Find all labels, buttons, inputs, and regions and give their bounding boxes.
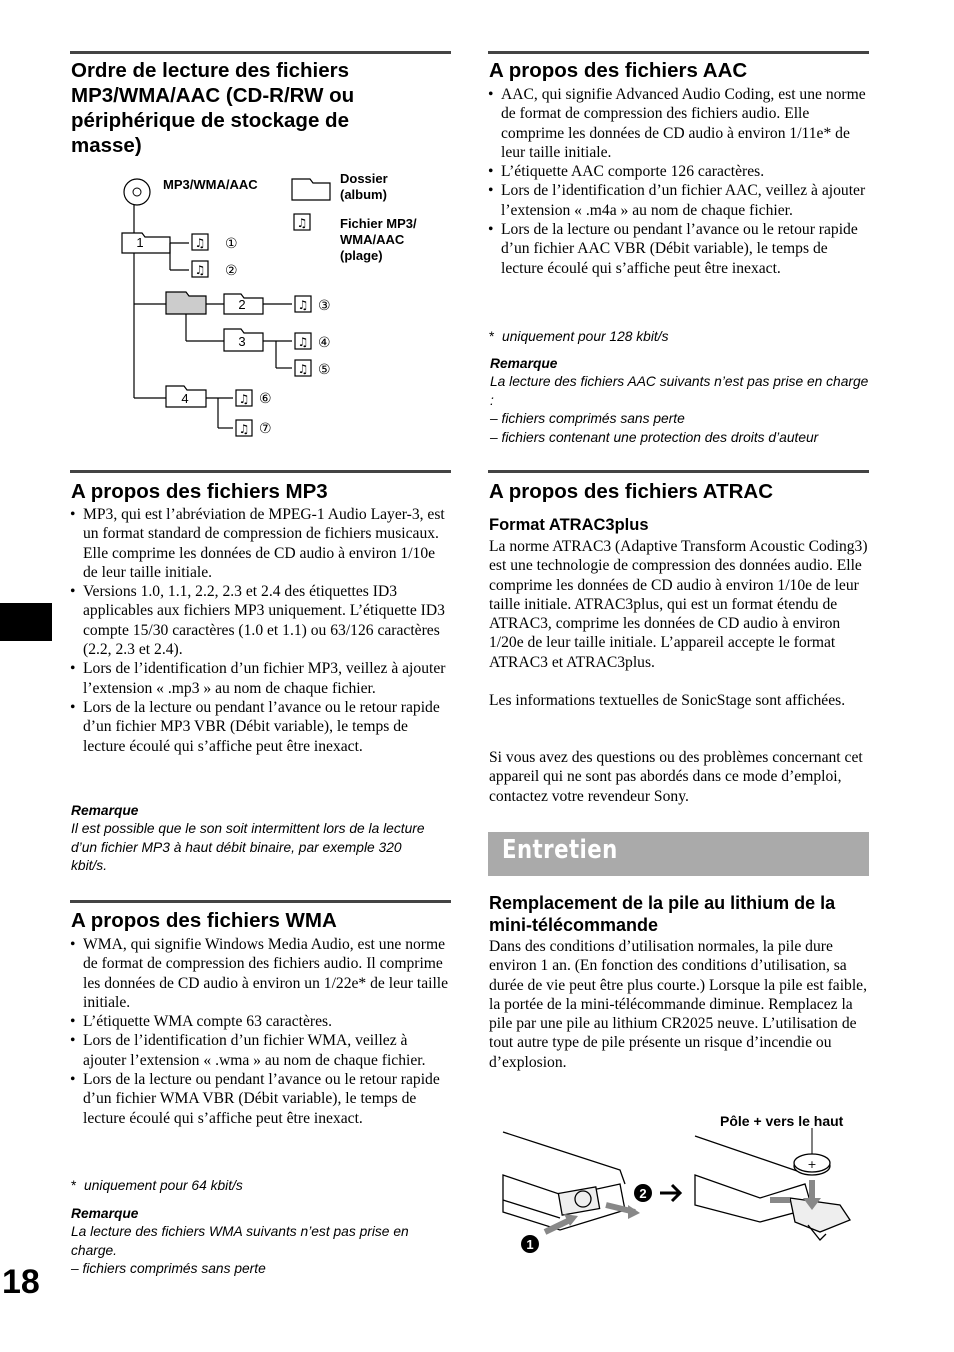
note-line: – fichiers contenant une protection des droits d’auteur <box>490 429 819 445</box>
file-legend-icon <box>294 214 310 230</box>
track-marker-3: ③ <box>318 298 331 314</box>
folder-label-1: 1 <box>136 235 144 250</box>
list-item: • Lors de l’identification d’un fichier MP3, veillez à ajouter l’extension « .mp3 » au nom de chaque fichier. <box>70 659 450 698</box>
track-marker-7: ⑦ <box>259 421 272 437</box>
track-marker-6: ⑥ <box>259 391 272 407</box>
mp3-title: A propos des fichiers MP3 <box>71 480 328 503</box>
battery-title: Remplacement de la pile au lithium de la mini-télécommande <box>489 893 836 935</box>
footnote-text: uniquement pour 128 kbit/s <box>502 329 669 344</box>
aac-title: A propos des fichiers AAC <box>489 59 748 82</box>
track-marker-1: ① <box>225 236 238 252</box>
track-marker-4: ④ <box>318 335 331 351</box>
aac-note <box>490 355 870 447</box>
section-rule <box>488 470 869 473</box>
note-line: La lecture des fichiers AAC suivants n’est pas prise en charge : <box>490 374 869 408</box>
wma-bullet-list <box>70 935 450 1128</box>
note-title: Remarque <box>490 356 558 371</box>
wma-footnote <box>71 1177 243 1195</box>
note-text: Il est possible que le son soit intermittent lors de la lecture d’un fichier MP3 à haut débit binaire, par exemple 320 kbit/s. <box>71 821 425 874</box>
note-line: – fichiers comprimés sans perte <box>490 411 685 427</box>
battery-paragraph: Dans des conditions d’utilisation normales, la pile dure environ 1 an. (En fonction des conditions d’utilisation, sa durée de vie peut être plus courte.) Lorsque la pile est faible, la portée de la mini-télécommande diminue. Remplacez la pile par une pile au lithium CR2025 neuve. L’utilisation de tout autre type de pile présente un risque d’incendie ou d’explosion. <box>489 938 867 1071</box>
note-line: – fichiers comprimés sans perte <box>71 1261 266 1277</box>
section-rule <box>488 51 869 54</box>
folder-label-3: 3 <box>238 334 246 349</box>
list-item: • WMA, qui signifie Windows Media Audio, est une norme de format de compression des fichiers audio. Il comprime les données de CD audio à environ un 1/22e* de leur taille initiale. <box>70 935 450 1012</box>
list-item: • L’étiquette AAC comporte 126 caractères. <box>488 162 868 181</box>
list-item: • MP3, qui est l’abréviation de MPEG-1 Audio Layer-3, est un format standard de compression de fichiers musicaux. Elle comprime les données de CD audio à environ 1/10e de leur taille initiale. <box>70 505 450 582</box>
wma-title: A propos des fichiers WMA <box>71 909 337 932</box>
footnote-mark: * <box>71 1178 77 1193</box>
list-item: • Lors de la lecture ou pendant l’avance ou le retour rapide d’un fichier MP3 VBR (Débit variable), le temps de lecture écoulé qui s’affiche peut être inexact. <box>70 698 450 756</box>
page-number: 18 <box>2 1263 40 1301</box>
section-rule <box>70 470 451 473</box>
order-title: Ordre de lecture des fichiers MP3/WMA/AAC (CD-R/RW ou périphérique de stockage de masse) <box>71 59 355 157</box>
folder-label-4: 4 <box>181 391 189 406</box>
folder-tree-diagram: ♫ 1 ① ② 2 ③ 3 ④ ⑤ 4 ⑥ ⑦ <box>2 2 331 437</box>
chapter-title: Entretien <box>502 835 618 865</box>
legend-file-label: Fichier MP3/ WMA/AAC (plage) <box>340 216 417 263</box>
track-marker-5: ⑤ <box>318 362 331 378</box>
note-line: La lecture des fichiers WMA suivants n’est pas prise en charge. <box>71 1224 409 1258</box>
remote-control-icon <box>695 1136 850 1240</box>
aac-bullet-list <box>488 85 868 278</box>
disc-icon <box>124 179 150 205</box>
list-item: • Lors de l’identification d’un fichier AAC, veillez à ajouter l’extension « .m4a » au nom de chaque fichier. <box>488 181 868 220</box>
remote-control-icon <box>503 1132 625 1230</box>
right-arrow-icon <box>660 1185 680 1201</box>
note-title: Remarque <box>71 803 139 818</box>
footnote-text: uniquement pour 64 kbit/s <box>84 1178 243 1193</box>
atrac-paragraph: La norme ATRAC3 (Adaptive Transform Acoustic Coding3) est une technologie de compression des données audio. Elle comprime les données de CD audio à environ 1/10e de leur taille initiale. ATRAC3plus, qui est un format étendu de ATRAC3, comprime les données de CD audio à environ 1/20e de leur taille initiale. L’appareil accepte le format ATRAC3 et ATRAC3plus. <box>489 538 868 671</box>
mp3-bullet-list <box>70 505 450 756</box>
section-rule <box>70 900 451 903</box>
battery-replacement-illustration <box>495 1128 870 1258</box>
page-edge-tab <box>0 603 52 641</box>
folder-icon <box>122 233 170 253</box>
step-2-label: 2 <box>639 1186 647 1201</box>
track-marker-2: ② <box>225 263 238 279</box>
list-item: • Lors de la lecture ou pendant l’avance ou le retour rapide d’un fichier AAC VBR (Débit variable), le temps de lecture écoulé qui s’affiche peut être inexact. <box>488 220 868 278</box>
footnote-mark: * <box>489 329 495 344</box>
section-rule <box>70 51 451 54</box>
battery-icon <box>794 1128 830 1175</box>
folder-label-2: 2 <box>238 297 246 312</box>
list-item: • Versions 1.0, 1.1, 2.2, 2.3 et 2.4 des étiquettes ID3 applicables aux fichiers MP3 uniquement. L’étiquette ID3 compte 15/30 caractères (1.0 et 1.1) ou 63/126 caractères (2.2, 2.3 et 2.4). <box>70 582 450 659</box>
folder-legend-icon <box>292 179 330 200</box>
chapter-band <box>488 832 869 876</box>
list-item: • Lors de l’identification d’un fichier WMA, veillez à ajouter l’extension « .wma » au nom de chaque fichier. <box>70 1031 450 1070</box>
atrac-paragraph: Les informations textuelles de SonicStage sont affichées. <box>489 692 846 709</box>
atrac-subtitle: Format ATRAC3plus <box>489 516 649 534</box>
list-item: • L’étiquette WMA compte 63 caractères. <box>70 1012 450 1031</box>
folder-icon <box>166 292 206 314</box>
atrac-paragraph: Si vous avez des questions ou des problèmes concernant cet appareil qui ne sont pas abordés dans ce mode d’emploi, contactez votre revendeur Sony. <box>489 749 863 805</box>
atrac-title: A propos des fichiers ATRAC <box>489 480 773 503</box>
mp3-note <box>71 802 441 876</box>
step-1-label: 1 <box>526 1237 534 1252</box>
illustration-label: Pôle + vers le haut <box>720 1113 844 1129</box>
list-item: • AAC, qui signifie Advanced Audio Coding, est une norme de format de compression des fichiers audio. Elle comprime les données de CD audio à environ 1/11e* de leur taille initiale. <box>488 85 868 162</box>
wma-note <box>71 1205 446 1279</box>
list-item: • Lors de la lecture ou pendant l’avance ou le retour rapide d’un fichier WMA VBR (Débit variable), le temps de lecture écoulé qui s’affiche peut être inexact. <box>70 1070 450 1128</box>
note-title: Remarque <box>71 1206 139 1221</box>
aac-footnote <box>489 328 669 346</box>
legend-folder-label: Dossier (album) <box>340 171 388 202</box>
svg-text:+: + <box>807 1158 817 1171</box>
diagram-root-label: MP3/WMA/AAC <box>163 177 258 192</box>
